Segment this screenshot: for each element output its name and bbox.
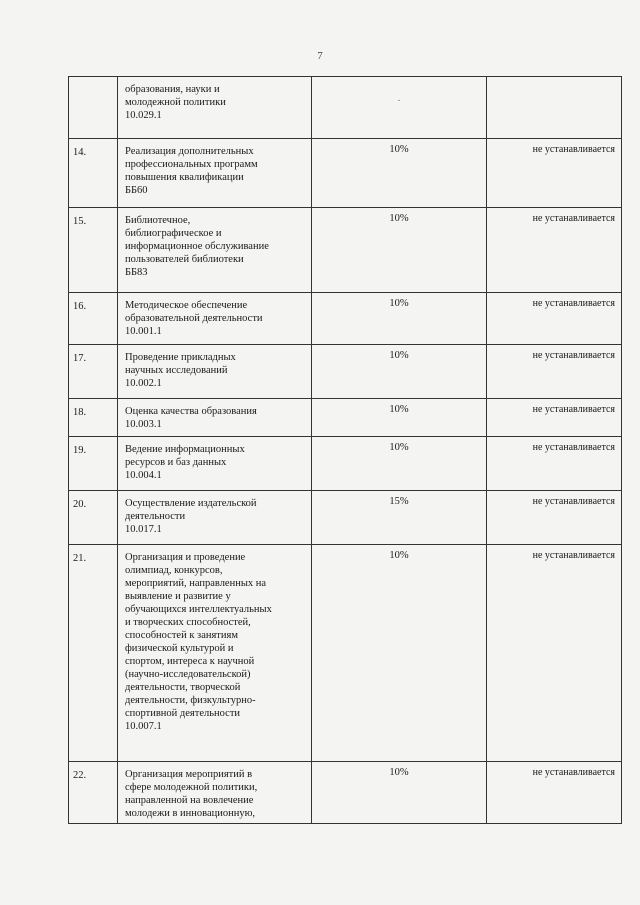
setting-status: не устанавливается — [487, 762, 622, 824]
row-number: 20. — [69, 491, 118, 545]
service-name: Оценка качества образования 10.003.1 — [125, 406, 257, 430]
deviation-percent-cell — [312, 293, 487, 345]
service-name: Методическое обеспечение образовательной деятельности 10.001.1 — [125, 300, 263, 337]
service-name-cell — [118, 437, 312, 491]
table-row — [69, 345, 622, 399]
table-row — [69, 139, 622, 208]
table-row — [69, 293, 622, 345]
setting-status: не устанавливается — [487, 399, 622, 437]
service-name-cell — [118, 208, 312, 293]
service-name-cell — [118, 399, 312, 437]
table-row — [69, 208, 622, 293]
row-number: 16. — [69, 293, 118, 345]
deviation-percent: 10% — [389, 213, 409, 224]
setting-status: не устанавливается — [487, 293, 622, 345]
deviation-percent-cell — [312, 545, 487, 762]
deviation-percent: 10% — [389, 144, 409, 155]
service-name: Осуществление издательской деятельности 10.017.1 — [125, 498, 257, 535]
service-name-cell — [118, 293, 312, 345]
setting-status — [487, 77, 622, 139]
table-row — [69, 77, 622, 139]
service-name: Реализация дополнительных профессиональных программ повышения квалификации ББ60 — [125, 146, 258, 196]
setting-status: не устанавливается — [487, 139, 622, 208]
service-name: Библиотечное, библиографическое и информационное обслуживание пользователей библиотеки ББ83 — [125, 215, 269, 278]
setting-status: не устанавливается — [487, 208, 622, 293]
service-name-cell — [118, 491, 312, 545]
table-row — [69, 437, 622, 491]
setting-status: не устанавливается — [487, 545, 622, 762]
service-name-cell — [118, 545, 312, 762]
row-number: 18. — [69, 399, 118, 437]
stray-mark: · — [397, 96, 401, 107]
service-name: Проведение прикладных научных исследований 10.002.1 — [125, 352, 236, 389]
deviation-percent-cell — [312, 77, 487, 139]
row-number: 22. — [69, 762, 118, 824]
deviation-percent-cell — [312, 345, 487, 399]
table-row — [69, 762, 622, 824]
deviation-percent: 10% — [389, 550, 409, 561]
row-number: 17. — [69, 345, 118, 399]
deviation-percent-cell — [312, 399, 487, 437]
setting-status: не устанавливается — [487, 491, 622, 545]
deviation-percent-cell — [312, 437, 487, 491]
deviation-percent-cell — [312, 208, 487, 293]
deviation-percent: 10% — [389, 298, 409, 309]
table-row — [69, 491, 622, 545]
services-table — [68, 76, 622, 824]
row-number — [69, 77, 118, 139]
table-row — [69, 399, 622, 437]
deviation-percent-cell — [312, 139, 487, 208]
row-number: 14. — [69, 139, 118, 208]
service-name-cell — [118, 762, 312, 824]
page-number: 7 — [317, 50, 323, 62]
deviation-percent: 10% — [389, 350, 409, 361]
row-number: 21. — [69, 545, 118, 762]
deviation-percent-cell — [312, 762, 487, 824]
deviation-percent: 10% — [389, 442, 409, 453]
service-name-cell — [118, 139, 312, 208]
deviation-percent: 10% — [389, 767, 409, 778]
service-name: образования, науки и молодежной политики 10.029.1 — [125, 84, 226, 121]
service-name-cell — [118, 77, 312, 139]
deviation-percent: 10% — [389, 404, 409, 415]
deviation-percent-cell — [312, 491, 487, 545]
row-number: 15. — [69, 208, 118, 293]
row-number: 19. — [69, 437, 118, 491]
setting-status: не устанавливается — [487, 345, 622, 399]
service-name: Организация и проведение олимпиад, конкурсов, мероприятий, направленных на выявление и развитие у обучающихся интеллектуальных и творческих способностей, способностей к занятиям физической культурой и спортом, интереса к научной (научно-исследовательской) деятельности, творческой деятельности, физкультурно- спортивной деятельности 10.007.1 — [125, 552, 272, 732]
service-name: Ведение информационных ресурсов и баз данных 10.004.1 — [125, 444, 245, 481]
service-name: Организация мероприятий в сфере молодежной политики, направленной на вовлечение молодежи в инновационную, — [125, 769, 258, 819]
deviation-percent: 15% — [389, 496, 409, 507]
table-row — [69, 545, 622, 762]
setting-status: не устанавливается — [487, 437, 622, 491]
service-name-cell — [118, 345, 312, 399]
